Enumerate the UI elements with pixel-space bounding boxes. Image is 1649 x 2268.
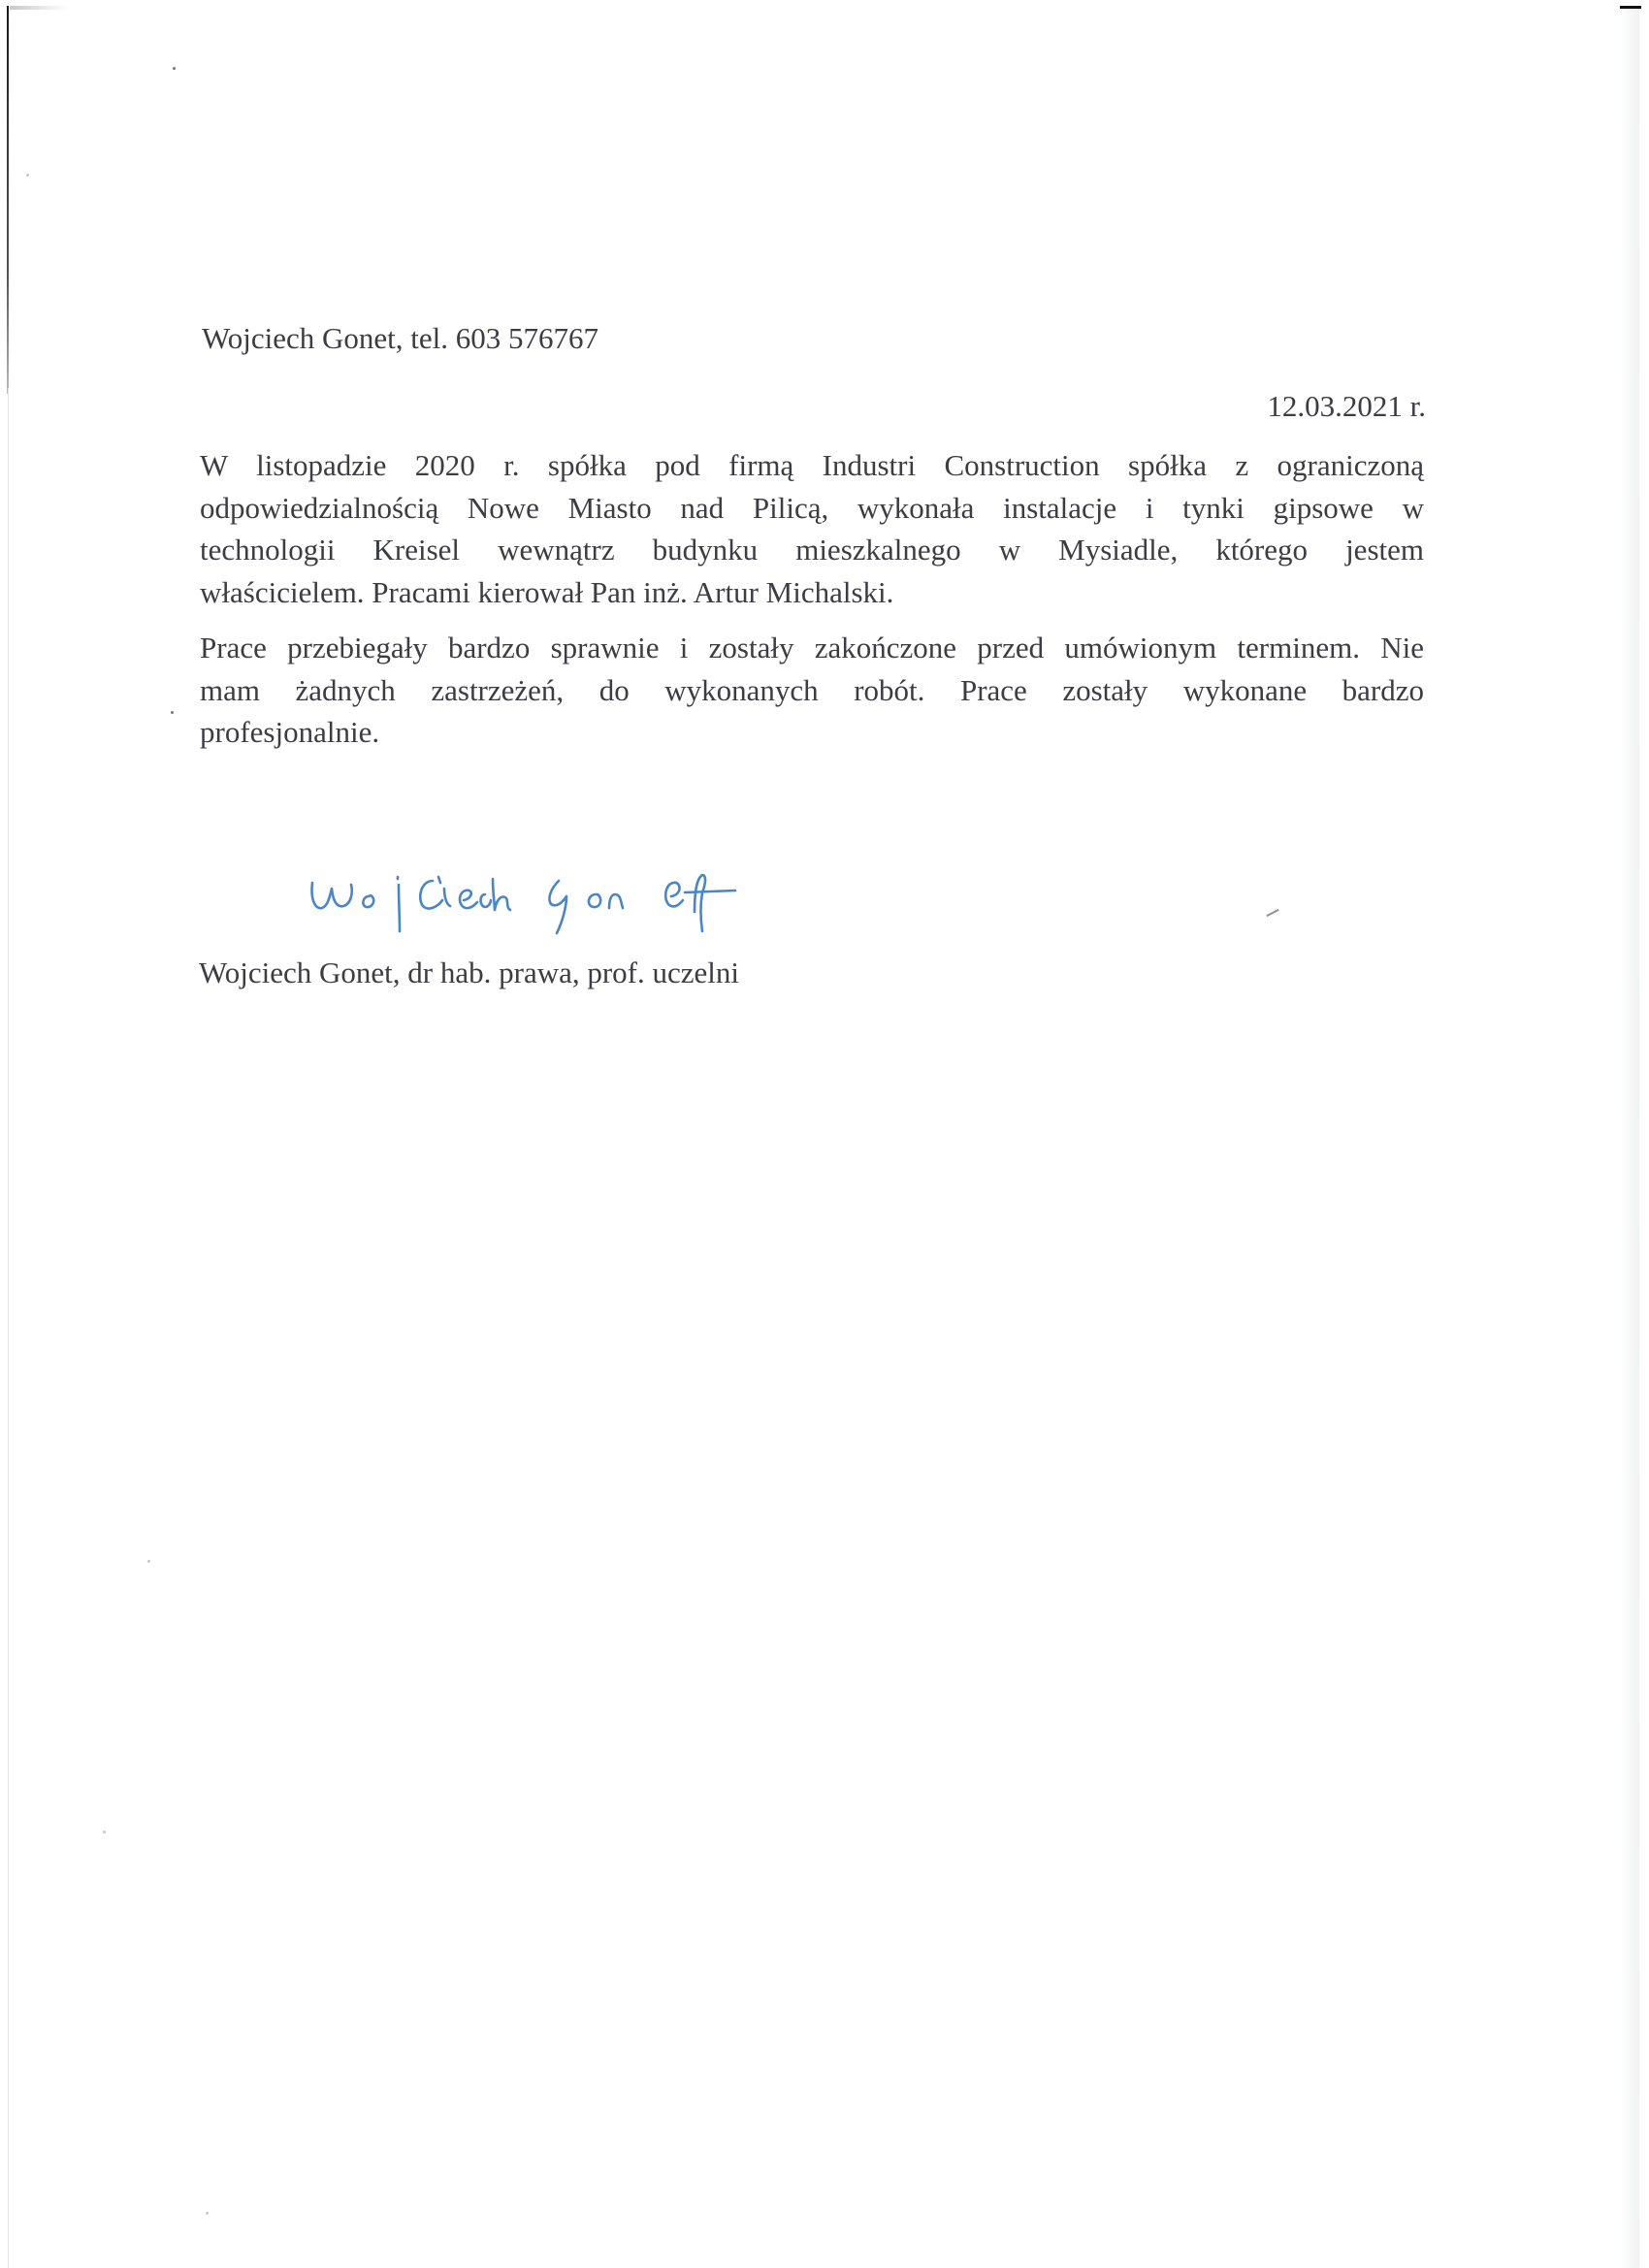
author-contact-line: Wojciech Gonet, tel. 603 576767: [202, 321, 599, 355]
paragraph-line: W listopadzie 2020 r. spółka pod firmą Industri Construction spółka z ograniczoną: [200, 448, 1424, 482]
paragraph-line: technologii Kreisel wewnątrz budynku mieszkalnego w Mysiadle, którego jestem: [200, 533, 1424, 567]
scan-speck: [171, 711, 174, 714]
scan-smudge: [1266, 909, 1278, 917]
scan-speck: [103, 1831, 106, 1833]
scan-edge-left: [7, 6, 9, 394]
scan-edge-top: [10, 6, 68, 10]
scan-speck: [173, 67, 176, 70]
paragraph-line: właścicielem. Pracami kierował Pan inż. Artur Michalski.: [200, 574, 894, 609]
paragraph-line: odpowiedzialnością Nowe Miasto nad Pilicą, wykonała instalacje i tynki gipsowe w: [200, 490, 1424, 525]
scan-speck: [206, 2212, 209, 2215]
scan-edge-right: [1620, 9, 1639, 2268]
body-paragraph-2: [200, 627, 1424, 754]
paragraph-line: Prace przebiegały bardzo sprawnie i zostały zakończone przed umówionym terminem. Nie: [200, 631, 1424, 664]
scan-speck: [147, 1560, 150, 1563]
paragraph-line: profesjonalnie.: [200, 715, 380, 749]
paragraph-line: mam żadnych zastrzeżeń, do wykonanych robót. Prace zostały wykonane bardzo: [200, 672, 1424, 707]
scan-edge-left-faint: [8, 388, 9, 2268]
body-paragraph-1: [200, 444, 1424, 613]
letter-date: 12.03.2021 r.: [1267, 389, 1426, 423]
scan-speck: [26, 174, 29, 177]
handwritten-signature: [308, 854, 813, 946]
closing-author-title: Wojciech Gonet, dr hab. prawa, prof. uczelni: [199, 956, 740, 989]
